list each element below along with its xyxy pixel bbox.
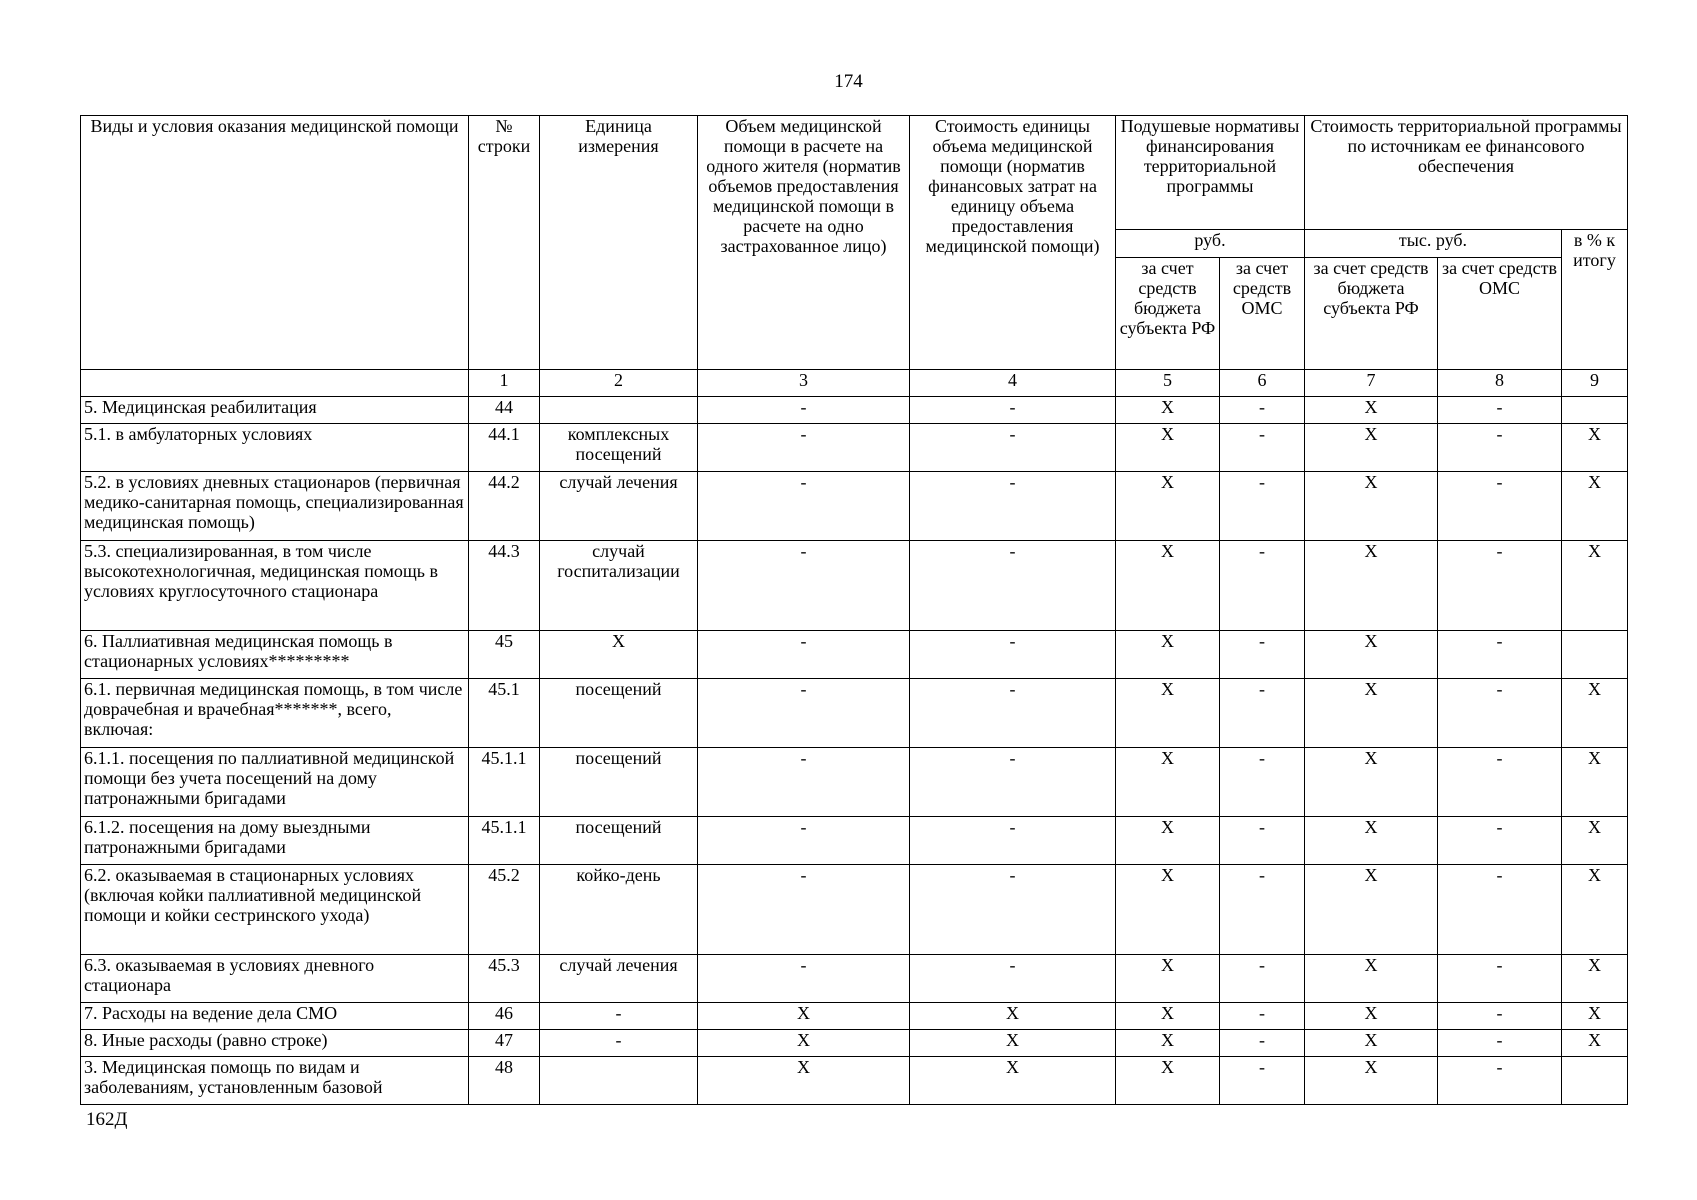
table-row	[81, 1057, 1628, 1105]
header-unit-cost: Стоимость единицы объема медицинской помощи (норматив финансовых затрат на единицу объема предоставления медицинской помощи)	[910, 116, 1116, 370]
row-unit-cost: -	[910, 424, 1116, 472]
table-row	[81, 1030, 1628, 1057]
table-row	[81, 865, 1628, 955]
table-row	[81, 679, 1628, 748]
column-number: 8	[1438, 370, 1562, 397]
row-volume: -	[698, 955, 910, 1003]
row-name: 5. Медицинская реабилитация	[81, 397, 469, 424]
row-cost-oms: -	[1438, 1003, 1562, 1030]
row-name: 5.3. специализированная, в том числе высокотехнологичная, медицинская помощь в условиях круглосуточного стационара	[81, 541, 469, 631]
row-percent: X	[1562, 748, 1628, 817]
row-number: 46	[469, 1003, 540, 1030]
row-per-capita-budget: X	[1116, 1030, 1220, 1057]
header-oms: за счет средств ОМС	[1220, 258, 1305, 370]
row-number: 44.2	[469, 472, 540, 541]
row-unit-cost: X	[910, 1057, 1116, 1105]
row-name: 7. Расходы на ведение дела СМО	[81, 1003, 469, 1030]
row-number: 45	[469, 631, 540, 679]
row-name: 5.1. в амбулаторных условиях	[81, 424, 469, 472]
row-percent	[1562, 1057, 1628, 1105]
row-unit: посещений	[540, 679, 698, 748]
row-per-capita-oms: -	[1220, 817, 1305, 865]
row-unit: посещений	[540, 748, 698, 817]
row-number: 48	[469, 1057, 540, 1105]
row-per-capita-budget: X	[1116, 748, 1220, 817]
table-row	[81, 472, 1628, 541]
header-percent: в % к итогу	[1562, 230, 1628, 370]
row-cost-budget: X	[1305, 1003, 1438, 1030]
row-per-capita-budget: X	[1116, 817, 1220, 865]
row-unit-cost: -	[910, 865, 1116, 955]
row-volume: -	[698, 397, 910, 424]
row-per-capita-budget: X	[1116, 397, 1220, 424]
row-cost-oms: -	[1438, 955, 1562, 1003]
row-per-capita-oms: -	[1220, 955, 1305, 1003]
row-cost-oms: -	[1438, 397, 1562, 424]
row-per-capita-oms: -	[1220, 748, 1305, 817]
row-number: 44.1	[469, 424, 540, 472]
table-row	[81, 748, 1628, 817]
row-number: 47	[469, 1030, 540, 1057]
row-percent: X	[1562, 679, 1628, 748]
row-unit	[540, 1057, 698, 1105]
row-per-capita-oms: -	[1220, 679, 1305, 748]
row-per-capita-oms: -	[1220, 1030, 1305, 1057]
row-volume: -	[698, 865, 910, 955]
header-tys-rub: тыс. руб.	[1305, 230, 1562, 258]
row-cost-oms: -	[1438, 865, 1562, 955]
column-number: 9	[1562, 370, 1628, 397]
row-cost-oms: -	[1438, 679, 1562, 748]
row-percent: X	[1562, 424, 1628, 472]
row-cost-budget: X	[1305, 679, 1438, 748]
row-unit: койко-день	[540, 865, 698, 955]
row-unit-cost: X	[910, 1030, 1116, 1057]
row-per-capita-oms: -	[1220, 631, 1305, 679]
row-number: 45.1	[469, 679, 540, 748]
row-cost-oms: -	[1438, 631, 1562, 679]
column-number: 6	[1220, 370, 1305, 397]
row-unit	[540, 397, 698, 424]
header-types: Виды и условия оказания медицинской помощи	[81, 116, 469, 370]
row-unit: случай лечения	[540, 955, 698, 1003]
row-cost-budget: X	[1305, 1057, 1438, 1105]
row-number: 44.3	[469, 541, 540, 631]
table-row	[81, 1003, 1628, 1030]
row-volume: -	[698, 817, 910, 865]
column-number: 3	[698, 370, 910, 397]
row-unit-cost: -	[910, 955, 1116, 1003]
row-unit-cost: -	[910, 817, 1116, 865]
column-number: 7	[1305, 370, 1438, 397]
row-unit: -	[540, 1003, 698, 1030]
column-number: 5	[1116, 370, 1220, 397]
column-number: 4	[910, 370, 1116, 397]
row-cost-oms: -	[1438, 748, 1562, 817]
row-per-capita-oms: -	[1220, 541, 1305, 631]
row-unit-cost: -	[910, 397, 1116, 424]
row-percent: X	[1562, 1003, 1628, 1030]
column-number: 2	[540, 370, 698, 397]
header-per-capita: Подушевые нормативы финансирования территориальной программы	[1116, 116, 1305, 230]
row-per-capita-oms: -	[1220, 424, 1305, 472]
row-cost-budget: X	[1305, 865, 1438, 955]
row-number: 45.3	[469, 955, 540, 1003]
row-per-capita-budget: X	[1116, 679, 1220, 748]
row-unit: -	[540, 1030, 698, 1057]
table-row	[81, 424, 1628, 472]
row-cost-oms: -	[1438, 1030, 1562, 1057]
footer-code: 162Д	[86, 1109, 128, 1130]
row-percent	[1562, 397, 1628, 424]
table-row	[81, 397, 1628, 424]
row-unit-cost: -	[910, 541, 1116, 631]
row-volume: -	[698, 541, 910, 631]
row-cost-budget: X	[1305, 631, 1438, 679]
row-per-capita-budget: X	[1116, 1057, 1220, 1105]
header-row-number: № строки	[469, 116, 540, 370]
row-percent: X	[1562, 541, 1628, 631]
row-cost-budget: X	[1305, 472, 1438, 541]
row-percent: X	[1562, 472, 1628, 541]
row-per-capita-oms: -	[1220, 1057, 1305, 1105]
row-cost-budget: X	[1305, 955, 1438, 1003]
row-cost-oms: -	[1438, 424, 1562, 472]
row-cost-budget: X	[1305, 817, 1438, 865]
header-program-cost: Стоимость территориальной программы по источникам ее финансового обеспечения	[1305, 116, 1628, 230]
row-unit: X	[540, 631, 698, 679]
row-per-capita-oms: -	[1220, 397, 1305, 424]
row-name: 6.1.1. посещения по паллиативной медицинской помощи без учета посещений на дому патронажными бригадами	[81, 748, 469, 817]
header-unit: Единица измерения	[540, 116, 698, 370]
row-unit: случай лечения	[540, 472, 698, 541]
row-unit-cost: X	[910, 1003, 1116, 1030]
row-per-capita-budget: X	[1116, 1003, 1220, 1030]
row-cost-oms: -	[1438, 1057, 1562, 1105]
row-cost-budget: X	[1305, 1030, 1438, 1057]
row-per-capita-budget: X	[1116, 541, 1220, 631]
row-percent: X	[1562, 817, 1628, 865]
table-row	[81, 955, 1628, 1003]
row-per-capita-budget: X	[1116, 955, 1220, 1003]
row-number: 45.1.1	[469, 748, 540, 817]
row-cost-oms: -	[1438, 472, 1562, 541]
header-volume: Объем медицинской помощи в расчете на одного жителя (норматив объемов предоставления медицинской помощи в расчете на одно застрахованное лицо)	[698, 116, 910, 370]
row-per-capita-oms: -	[1220, 472, 1305, 541]
row-volume: X	[698, 1030, 910, 1057]
column-number	[81, 370, 469, 397]
row-unit-cost: -	[910, 748, 1116, 817]
row-name: 6.1. первичная медицинская помощь, в том числе доврачебная и врачебная*******, всего, включая:	[81, 679, 469, 748]
row-name: 6. Паллиативная медицинская помощь в стационарных условиях*********	[81, 631, 469, 679]
row-cost-oms: -	[1438, 817, 1562, 865]
row-name: 5.2. в условиях дневных стационаров (первичная медико-санитарная помощь, специализированная медицинская помощь)	[81, 472, 469, 541]
row-volume: -	[698, 748, 910, 817]
row-unit-cost: -	[910, 679, 1116, 748]
row-percent: X	[1562, 1030, 1628, 1057]
row-volume: -	[698, 424, 910, 472]
row-per-capita-budget: X	[1116, 424, 1220, 472]
row-name: 6.1.2. посещения на дому выездными патронажными бригадами	[81, 817, 469, 865]
row-unit-cost: -	[910, 472, 1116, 541]
row-volume: -	[698, 631, 910, 679]
row-percent: X	[1562, 865, 1628, 955]
row-per-capita-oms: -	[1220, 865, 1305, 955]
row-cost-budget: X	[1305, 541, 1438, 631]
table-row	[81, 817, 1628, 865]
row-per-capita-oms: -	[1220, 1003, 1305, 1030]
row-unit: комплексных посещений	[540, 424, 698, 472]
table-row	[81, 541, 1628, 631]
row-number: 44	[469, 397, 540, 424]
row-cost-budget: X	[1305, 424, 1438, 472]
row-per-capita-budget: X	[1116, 472, 1220, 541]
data-table	[80, 115, 1628, 1105]
row-unit: случай госпитализации	[540, 541, 698, 631]
header-oms-2: за счет средств ОМС	[1438, 258, 1562, 370]
row-cost-oms: -	[1438, 541, 1562, 631]
row-per-capita-budget: X	[1116, 631, 1220, 679]
row-name: 6.3. оказываемая в условиях дневного стационара	[81, 955, 469, 1003]
table-row	[81, 631, 1628, 679]
row-name: 6.2. оказываемая в стационарных условиях (включая койки паллиативной медицинской помощи и койки сестринского ухода)	[81, 865, 469, 955]
row-volume: X	[698, 1003, 910, 1030]
column-number: 1	[469, 370, 540, 397]
row-number: 45.1.1	[469, 817, 540, 865]
row-cost-budget: X	[1305, 397, 1438, 424]
page-number: 174	[834, 71, 863, 92]
row-unit: посещений	[540, 817, 698, 865]
header-budget-rf: за счет средств бюджета субъекта РФ	[1116, 258, 1220, 370]
row-volume: X	[698, 1057, 910, 1105]
row-volume: -	[698, 472, 910, 541]
row-unit-cost: -	[910, 631, 1116, 679]
row-number: 45.2	[469, 865, 540, 955]
header-budget-rf-2: за счет средств бюджета субъекта РФ	[1305, 258, 1438, 370]
row-per-capita-budget: X	[1116, 865, 1220, 955]
row-name: 8. Иные расходы (равно строке)	[81, 1030, 469, 1057]
row-cost-budget: X	[1305, 748, 1438, 817]
row-name: 3. Медицинская помощь по видам и заболеваниям, установленным базовой	[81, 1057, 469, 1105]
column-numbers-row	[81, 370, 1628, 397]
row-percent: X	[1562, 955, 1628, 1003]
row-percent	[1562, 631, 1628, 679]
header-rub: руб.	[1116, 230, 1305, 258]
row-volume: -	[698, 679, 910, 748]
